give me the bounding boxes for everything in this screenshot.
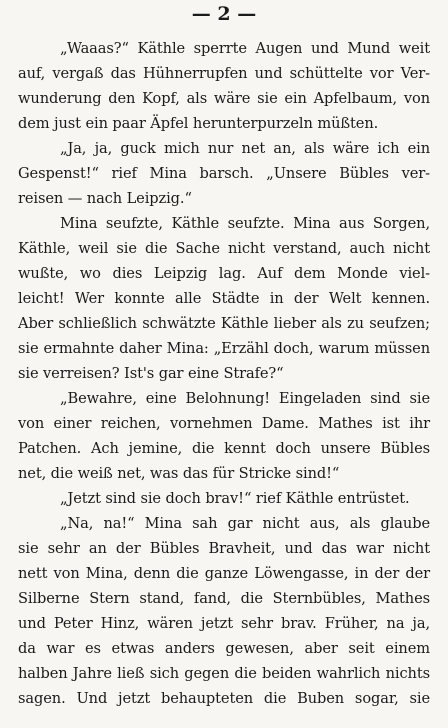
- text-line: „Bewahre, eine Belohnung! Eingeladen sind sie: [60, 390, 430, 407]
- text-line: Käthle, weil sie die Sache nicht verstand, auch nicht: [18, 240, 430, 257]
- text-line: reisen — nach Leipzig.“: [18, 190, 192, 207]
- text-line: „Jetzt sind sie doch brav!“ rief Käthle entrüstet.: [60, 490, 410, 507]
- text-line: „Waaas?“ Käthle sperrte Augen und Mund weit: [60, 40, 430, 57]
- page-number: — 2 —: [191, 3, 257, 25]
- text-line: Mina seufzte, Käthle seufzte. Mina aus Sorgen,: [60, 215, 430, 232]
- text-line: auf, vergaß das Hühnerrupfen und schüttelte vor Ver-: [18, 65, 430, 82]
- text-line: sagen. Und jetzt behaupteten die Buben sogar, sie: [18, 690, 430, 707]
- text-line: Gespenst!“ rief Mina barsch. „Unsere Bübles ver-: [18, 165, 430, 182]
- text-line: Silberne Stern stand, fand, die Sternbübles, Mathes: [18, 590, 430, 607]
- text-line: net, die weiß net, was das für Stricke sind!“: [18, 465, 340, 482]
- text-line: und Peter Hinz, wären jetzt sehr brav. Früher, na ja,: [18, 615, 430, 632]
- text-line: wunderung den Kopf, als wäre sie ein Apfelbaum, von: [18, 90, 430, 107]
- text-line: leicht! Wer konnte alle Städte in der Welt kennen.: [18, 290, 430, 307]
- text-line: „Na, na!“ Mina sah gar nicht aus, als glaube: [60, 515, 430, 532]
- text-line: da war es etwas anders gewesen, aber seit einem: [18, 640, 430, 657]
- text-line: halben Jahre ließ sich gegen die beiden wahrlich nichts: [18, 665, 430, 682]
- text-line: Aber schließlich schwätzte Käthle lieber als zu seufzen;: [18, 315, 430, 332]
- text-line: von einer reichen, vornehmen Dame. Mathes ist ihr: [18, 415, 430, 432]
- text-line: Patchen. Ach jemine, die kennt doch unsere Bübles: [18, 440, 430, 457]
- text-line: dem just ein paar Äpfel herunterpurzeln müßten.: [18, 115, 379, 132]
- text-line: wußte, wo dies Leipzig lag. Auf dem Monde viel-: [18, 265, 430, 282]
- text-line: sie sehr an der Bübles Bravheit, und das war nicht: [18, 540, 430, 557]
- text-line: sie ermahnte daher Mina: „Erzähl doch, warum müssen: [18, 340, 430, 357]
- text-line: „Ja, ja, guck mich nur net an, als wäre ich ein: [60, 140, 430, 157]
- text-line: sie verreisen? Ist's gar eine Strafe?“: [18, 365, 284, 382]
- text-line: nett von Mina, denn die ganze Löwengasse, in der der: [18, 565, 430, 582]
